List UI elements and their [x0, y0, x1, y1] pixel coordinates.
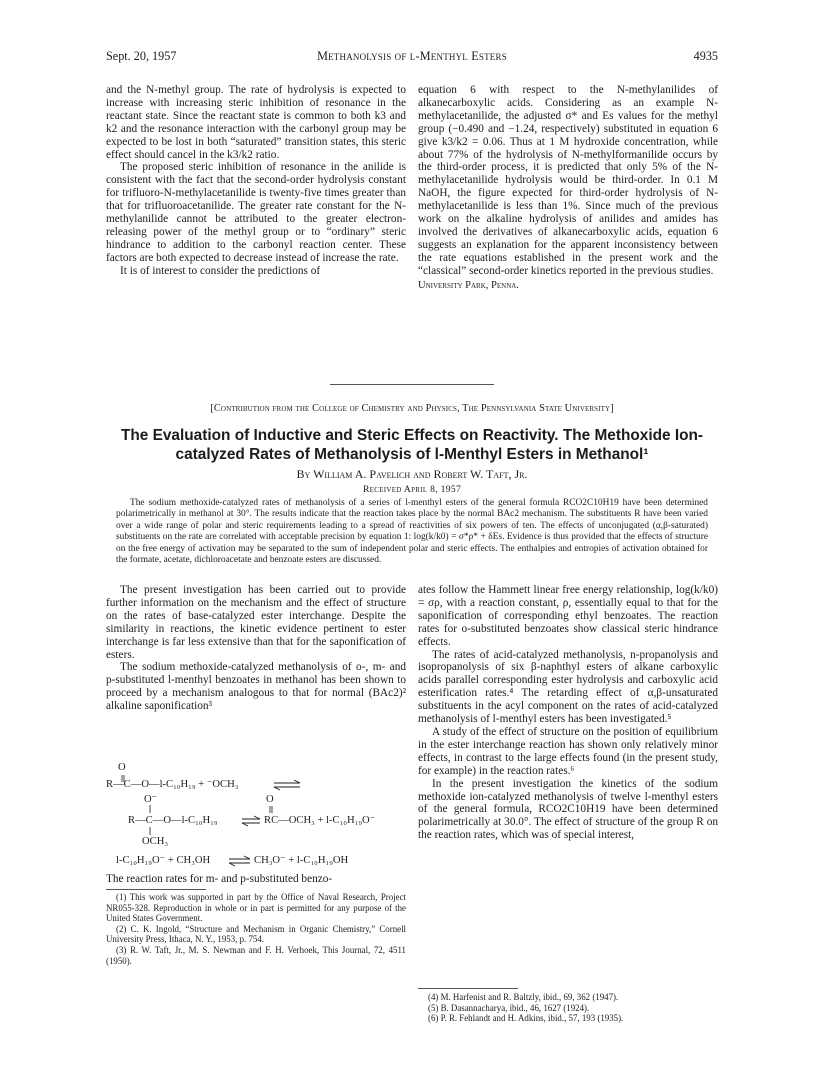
- paragraph: The sodium methoxide-catalyzed methanolysis of o-, m- and p-substituted l-menthyl benzoates in methanol has been shown to proceed by a mechanism analogous to that for normal (BAc2)² alkaline saponification³: [106, 661, 406, 713]
- received-date: Received April 8, 1957: [362, 484, 462, 495]
- footnote-rule: [418, 988, 518, 989]
- issue-date: Sept. 20, 1957: [106, 49, 177, 63]
- article-title-line: The Evaluation of Inductive and Steric Effects on Reactivity. The Methoxide Ion-: [120, 427, 704, 444]
- abstract: [116, 498, 708, 566]
- body-right-column: [418, 584, 718, 842]
- paragraph: A study of the effect of structure on the position of equilibrium in the ester interchange reaction has shown only relatively minor effects, in contrast to the large effects found (in the present study, for example) in the reaction rates.⁶: [418, 725, 718, 777]
- abstract-text: The sodium methoxide-catalyzed rates of methanolysis of a series of l-menthyl esters of the general formula RCO2C10H19 have been determined polarimetrically in methanol at 30°. The results indicate that the reaction takes place by the normal BAc2 mechanism. The substituents R have been varied over a wide range of polar and steric requirements leading to a spread of reactivities of six powers of ten. The effects of unconjugated (α,β-saturated) substituents on the rate are correlated with acceptable precision by equation 1: log(k/k0) = σ*ρ* + δEs. Evidence is thus provided that the effects of structure on the free energy of activation may be separated to the sum of independent polar and steric effects. The enthalpies and entropies of activation obtained for the formate, acetate, dichloroacetate and benzoate esters are discussed.: [116, 498, 708, 566]
- footnote: (4) M. Harfenist and R. Baltzly, ibid., 69, 362 (1947).: [428, 992, 619, 1002]
- footnote: (3) R. W. Taft, Jr., M. S. Newman and F. H. Verhoek, This Journal, 72, 4511 (1950).: [106, 944, 406, 966]
- contribution-line: [Contribution from the College of Chemistry and Physics, The Pennsylvania State University]: [210, 403, 614, 414]
- running-title: Methanolysis of l-Menthyl Esters: [317, 49, 507, 63]
- paragraph: The proposed steric inhibition of resonance in the anilide is consistent with the fact that the second-order hydrolysis constant for trifluoro-N-methylacetanilide is twenty-five times greater than that for trifluoroacetanilide. The greater rate constant for the N-methylanilide cannot be attributed to the greater electron-releasing power of the methyl group or to “ordinary” steric hindrance to addition to the carbonyl reaction center. These factors are both expected to decrease instead of increase the rate.: [106, 161, 406, 264]
- paragraph: It is of interest to consider the predictions of: [120, 264, 321, 277]
- carbonyl-oxygen: O: [118, 762, 126, 773]
- article-title: [106, 426, 718, 464]
- author-affiliation: University Park, Penna.: [418, 279, 519, 291]
- paragraph: ates follow the Hammett linear free energy relationship, log(k/k0) = σρ, with a reaction constant, ρ, essentially equal to that for the saponification of corresponding ethyl benzoates. The reaction rates for o-substituted benzoates show classical steric hindrance effects.: [418, 584, 718, 648]
- footnote: (1) This work was supported in part by the Office of Naval Research, Project NR055-328. Reproduction in whole or in part is permitted for any purpose of the United States Government.: [106, 892, 406, 924]
- paragraph: The reaction rates for m- and p-substituted benzo-: [106, 873, 333, 885]
- article-title-line: catalyzed Rates of Methanolysis of l-Menthyl Esters in Methanol¹: [175, 446, 649, 463]
- paragraph: The rates of acid-catalyzed methanolysis, n-propanolysis and isopropanolysis of six β-naphthyl esters of alkane carboxylic acids parallel corresponding ester hydrolysis and carboxylic acid esterification rates.⁴ The retarding effect of α,β-unsaturated substituents in the acyl component on the rates of acid-catalyzed methanolysis of l-menthyl esters has been investigated.⁵: [418, 648, 718, 726]
- body-left-column: [106, 584, 406, 713]
- footnote: (2) C. K. Ingold, “Structure and Mechanism in Organic Chemistry,” Cornell University Press, Ithaca, N. Y., 1953, p. 754.: [106, 923, 406, 945]
- paragraph: equation 6 with respect to the N-methylanilides of alkanecarboxylic acids. Considering as an example N-methylacetanilide, the adjusted σ* and Es values for the methyl group (−0.490 and −1.24, respectively) substituted in equation 6 give k3/k2 = 0.06. Thus at 1 M hydroxide concentration, while about 77% of the hydrolysis of N-methylformanilide occurs by the third-order process, it is predicted that only 5% of the N-methylacetanilide hydrolysis would be third-order. In 0.1 M NaOH, the figure expected for third-order hydrolysis of N-methylacetanilide is less than 1%. Since much of the previous work on the alkaline hydrolysis of anilides and amides has involved the derivatives of alkanecarboxylic acids, equation 6 suggests an explanation for the apparent inconsistency between the rate equations established in the present work and the “classical” second-order kinetics reported in the previous studies.: [418, 84, 718, 277]
- footnotes-right: [418, 992, 718, 1024]
- reaction-scheme: [106, 762, 406, 870]
- methoxy-group: OCH₃: [142, 836, 169, 847]
- authors: By William A. Pavelich and Robert W. Taft, Jr.: [296, 467, 528, 481]
- paragraph: The present investigation has been carried out to provide further information on the mechanism and the effect of structure on the rates of base-catalyzed ester interchange. Despite the similarity in reactions, the kinetic evidence pertinent to ester interchange is far less extensive than that for the saponification of esters.: [106, 584, 406, 661]
- paragraph: In the present investigation the kinetics of the sodium methoxide ion-catalyzed methanolysis of twelve l-menthyl esters of the general formula, RCO2C10H19 have been determined polarimetrically at 30.0°. The effect of structure of the group R on the reaction rates, which was of special interest,: [418, 777, 718, 842]
- footnote: (6) P. R. Fehlandt and H. Adkins, ibid., 57, 193 (1935).: [428, 1013, 624, 1024]
- equilibrium-left: l-C₁₀H₁₉O⁻ + CH₃OH: [116, 855, 211, 866]
- product-carbonyl-oxygen: O: [266, 794, 274, 805]
- intermediate-oxyanion: O⁻: [144, 794, 158, 805]
- article-divider: [330, 384, 494, 385]
- footnotes-left: [106, 892, 406, 966]
- footnote-rule: [106, 889, 206, 890]
- tetrahedral-intermediate: R—C—O—l-C₁₀H₁₉: [128, 815, 218, 826]
- equilibrium-right: CH₃O⁻ + l-C₁₀H₁₉OH: [254, 855, 349, 866]
- paragraph: and the N-methyl group. The rate of hydrolysis is expected to increase with increasing steric inhibition of resonance in the reactant state. Since the reactant state is common to both k3 and k2 and the resonance interaction with the carbonyl group may be expected to be lost in both “saturated” transition states, this steric effect should cancel in the k3/k2 ratio.: [106, 84, 406, 161]
- equation-reactants: R—C—O—l-C₁₀H₁₉ + ⁻OCH₃: [106, 779, 239, 790]
- previous-article-left-column: [106, 84, 406, 278]
- previous-article-right-column: [418, 84, 718, 293]
- equation-products: RC—OCH₃ + l-C₁₀H₁₉O⁻: [264, 815, 376, 826]
- footnote: (5) B. Dasannacharya, ibid., 46, 1627 (1924).: [428, 1002, 590, 1013]
- page-number: 4935: [693, 49, 718, 63]
- running-head: [106, 48, 718, 64]
- body-left-continuation: [106, 873, 406, 886]
